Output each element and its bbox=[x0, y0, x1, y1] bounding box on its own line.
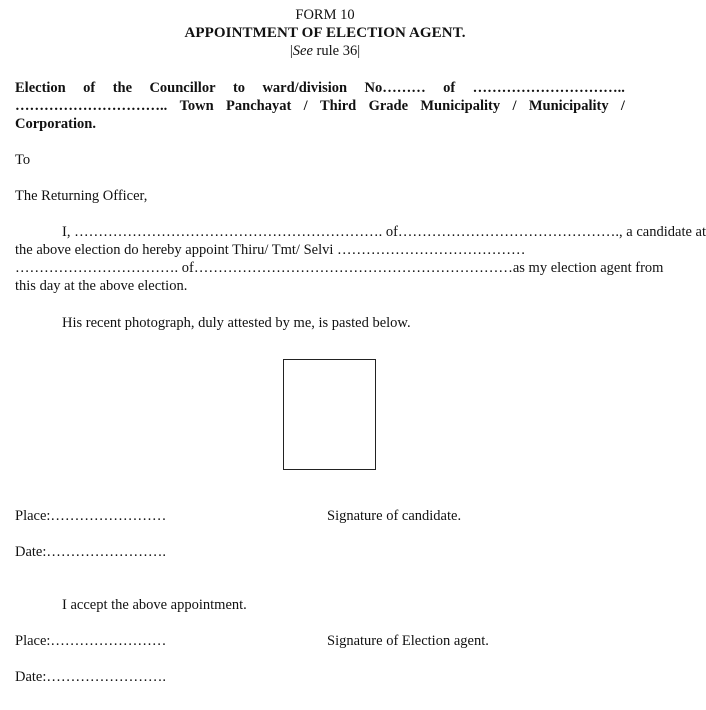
body-line-4: this day at the above election. bbox=[15, 278, 188, 294]
election-word: / bbox=[512, 98, 517, 114]
agent-signature-label: Signature of Election agent. bbox=[327, 633, 489, 649]
rule-open: | bbox=[289, 43, 293, 59]
acceptance-statement: I accept the above appointment. bbox=[62, 597, 247, 613]
agent-address-blank: ………………………………………………………… bbox=[193, 260, 513, 276]
form-title: APPOINTMENT OF ELECTION AGENT. bbox=[184, 25, 466, 41]
candidate-name-blank: I, ………………………………………………………. of bbox=[62, 224, 398, 240]
candidate-place-field: Place:…………………… bbox=[15, 508, 167, 524]
rule-see: See bbox=[292, 43, 313, 59]
election-word: Third bbox=[319, 98, 357, 114]
election-word: Panchayat bbox=[226, 98, 292, 114]
agent-date-field: Date:……………………. bbox=[15, 669, 167, 685]
body-line-3 bbox=[15, 260, 664, 277]
ward-blank: ………………………….. bbox=[472, 80, 625, 96]
election-word: of bbox=[83, 80, 96, 96]
photo-note: His recent photograph, duly attested by me, is pasted below. bbox=[62, 315, 411, 331]
form-rule-reference bbox=[0, 43, 650, 60]
body-text: as my election agent from bbox=[512, 260, 664, 276]
election-word: ward/division bbox=[262, 80, 348, 96]
election-line-2 bbox=[15, 98, 625, 115]
agent-name-blank: ……………………………. of bbox=[15, 260, 194, 276]
returning-officer-label: The Returning Officer, bbox=[15, 188, 148, 204]
photograph-box bbox=[283, 359, 376, 470]
candidate-date-field: Date:……………………. bbox=[15, 544, 167, 560]
body-line-1 bbox=[62, 224, 706, 241]
election-word: Town bbox=[179, 98, 214, 114]
election-word: / bbox=[303, 98, 308, 114]
candidate-address-blank: ………………………………………., a candidate at bbox=[397, 224, 706, 240]
to-label: To bbox=[15, 152, 31, 168]
form-number: FORM 10 bbox=[295, 7, 355, 23]
election-word: Councillor bbox=[149, 80, 216, 96]
rule-rest: rule 36| bbox=[312, 43, 361, 59]
body-line-2: the above election do hereby appoint Thiru/ Tmt/ Selvi ………………………………… bbox=[15, 242, 526, 258]
election-word: / bbox=[620, 98, 625, 114]
candidate-signature-label: Signature of candidate. bbox=[327, 508, 462, 524]
agent-place-field: Place:…………………… bbox=[15, 633, 167, 649]
election-word: of bbox=[443, 80, 456, 96]
election-word: to bbox=[232, 80, 246, 96]
election-word: Grade bbox=[368, 98, 409, 114]
election-line-1 bbox=[15, 80, 625, 97]
election-word: Election bbox=[15, 80, 66, 96]
body-blank: ………………………….. bbox=[15, 98, 168, 114]
election-word: the bbox=[112, 80, 133, 96]
election-word: Municipality bbox=[420, 98, 501, 114]
election-line-3: Corporation. bbox=[15, 116, 96, 132]
election-word: Municipality bbox=[528, 98, 609, 114]
election-word: No……… bbox=[364, 80, 426, 96]
